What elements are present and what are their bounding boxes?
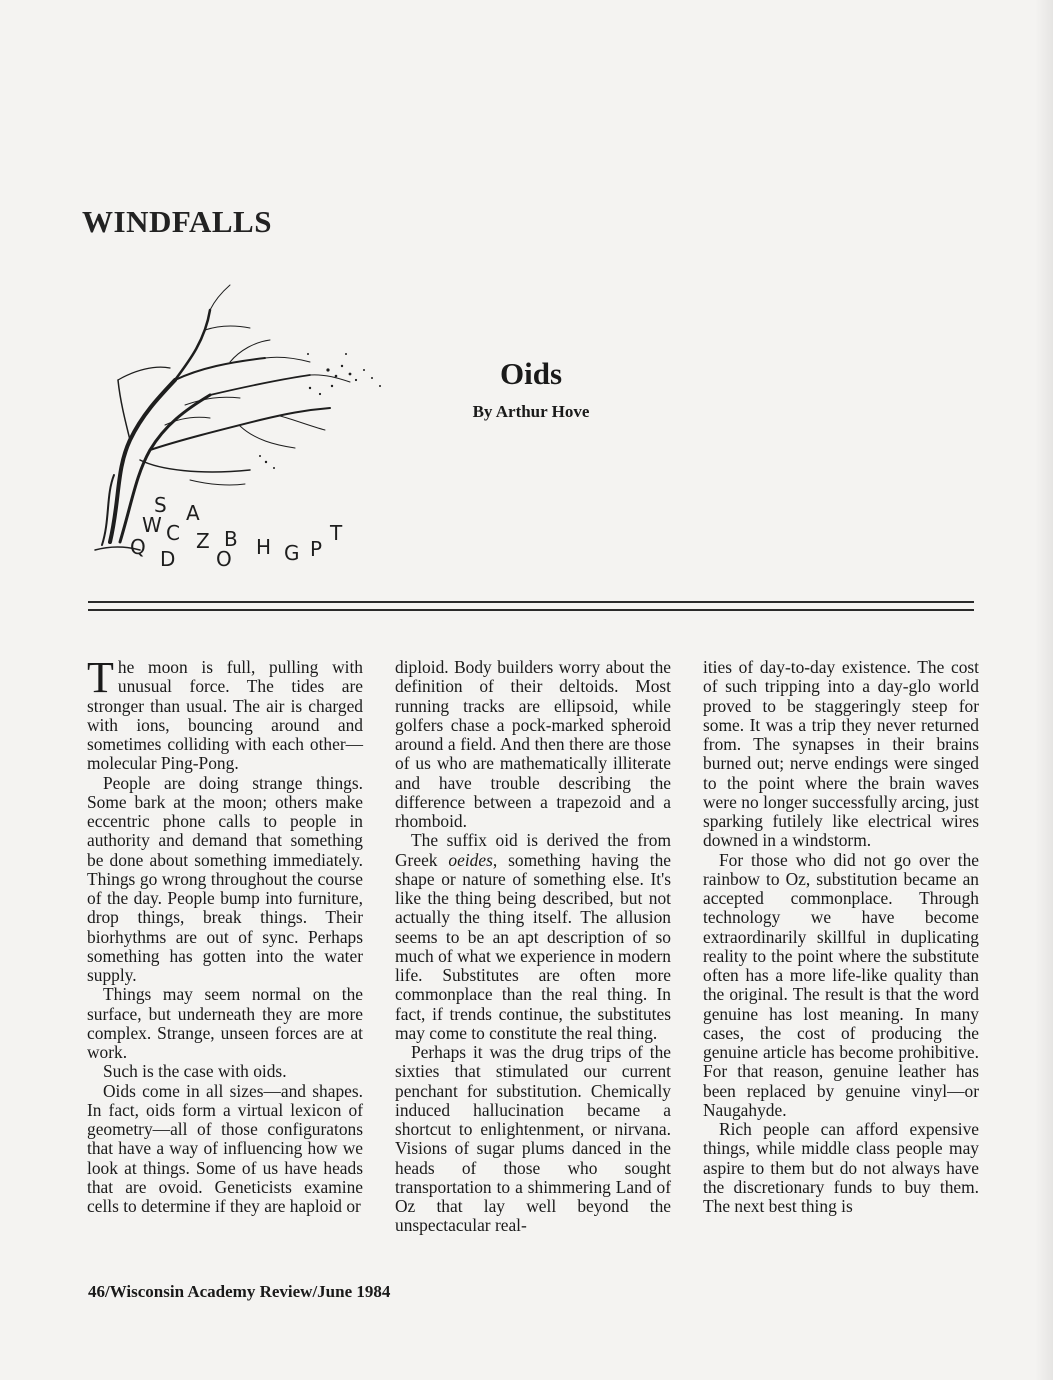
italic-term: oeides [448, 849, 493, 870]
drop-cap: T [87, 653, 114, 702]
article-title: Oids [499, 356, 563, 391]
text-column-2 [395, 658, 671, 1236]
tree-letter: S [154, 493, 167, 517]
tree-letter: B [224, 527, 238, 551]
text-column-3 [703, 658, 979, 1216]
tree-letter: W [142, 513, 162, 537]
tree-letter: H [256, 535, 272, 559]
body-paragraph: Rich people can afford expensive things, while middle class people may aspire to them but do not always have the discretionary funds to buy them. The next best thing is [703, 1119, 979, 1216]
tree-letter: Q [130, 535, 146, 559]
tree-letter: Z [196, 529, 210, 553]
body-paragraph: diploid. Body builders worry about the definition of their deltoids. Most running tracks are ellipsoid, while golfers chase a pock-marked spheroid around a field. And then there are those of us who are mathematically illiterate and have trouble describing the difference between a trapezoid and a rhomboid. [395, 657, 671, 831]
header-rule [88, 609, 974, 611]
tree-letter: G [284, 541, 300, 565]
paragraph-text: , something having the shape or nature of something else. It's like the thing being described, but not actually the thing itself. The allusion seems to be an apt description of so much of what we experience in modern life. Substitutes are often more commonplace than the real thing. In fact, if trends continue, the substitutes may come to constitute the real thing. [395, 849, 671, 1043]
body-paragraph: For those who did not go over the rainbow to Oz, substitution became an accepted commonplace. Through technology we have become extraordinarily skillful in duplicating reality to the point where the substitute often has a more life-like quality than the original. The result is that the word genuine has lost meaning. In many cases, the cost of producing the genuine article has become prohibitive. For that reason, genuine leather has been replaced by genuine vinyl—or Naugahyde. [703, 849, 979, 1120]
windblown-tree-illustration [80, 270, 400, 590]
body-paragraph: People are doing strange things. Some bark at the moon; others make eccentric phone calls to people in authority and demand that something be done about something immediately. Things go wrong throughout the course of the day. People bump into furniture, drop things, break things. Their biorhythms are out of sync. Perhaps something has gotten into the water supply. [87, 772, 363, 985]
section-title: WINDFALLS [82, 204, 272, 239]
body-paragraph: Perhaps it was the drug trips of the sixties that stimulated our current penchant for substitution. Chemically induced hallucination became a shortcut to enlightenment, or nirvana. Visions of sugar plums danced in the heads of those who sought transportation to a shimmering Land of Oz that lay well beyond the unspectacular real- [395, 1042, 671, 1236]
body-paragraph [395, 831, 671, 1043]
tree-letter: A [186, 501, 200, 525]
header-rule [88, 601, 974, 603]
tree-letter: D [160, 547, 176, 571]
body-paragraph: ities of day-to-day existence. The cost of such tripping into a day-glo world proved to be staggeringly steep for some. It was a trip they never returned from. The synapses in their brains burned out; nerve endings were singed to the point where the brain waves were no longer successfully arcing, just sparking futilely like electrical wires downed in a windstorm. [703, 657, 979, 851]
paragraph-text: The suffix oid is derived the from Greek [395, 830, 671, 870]
body-paragraph: Oids come in all sizes—and shapes. In fact, oids form a virtual lexicon of geometry—all of those configuratons that have a way of influencing how we look at things. Some of us have heads that are ovoid. Geneticists examine cells to determine if they are haploid or [87, 1080, 363, 1216]
tree-letter: P [310, 537, 323, 561]
body-paragraph: Things may seem normal on the surface, but underneath they are more complex. Strange, unseen forces are at work. [87, 984, 363, 1062]
paragraph-text: he moon is full, pulling with unusual force. The tides are stronger than usual. The air is charged with ions, bouncing around and sometimes colliding with each other—molecular Ping-Pong. [87, 657, 363, 774]
article-byline: By Arthur Hove [472, 402, 590, 421]
body-paragraph: Such is the case with oids. [103, 1061, 287, 1082]
body-paragraph [87, 653, 363, 774]
tree-letter: T [330, 521, 343, 545]
tree-letter: O [216, 547, 232, 571]
scan-edge-shadow [1035, 0, 1053, 1380]
text-column-1 [87, 653, 363, 1216]
tree-letter: C [166, 521, 180, 545]
page-folio: 46/Wisconsin Academy Review/June 1984 [88, 1282, 391, 1301]
